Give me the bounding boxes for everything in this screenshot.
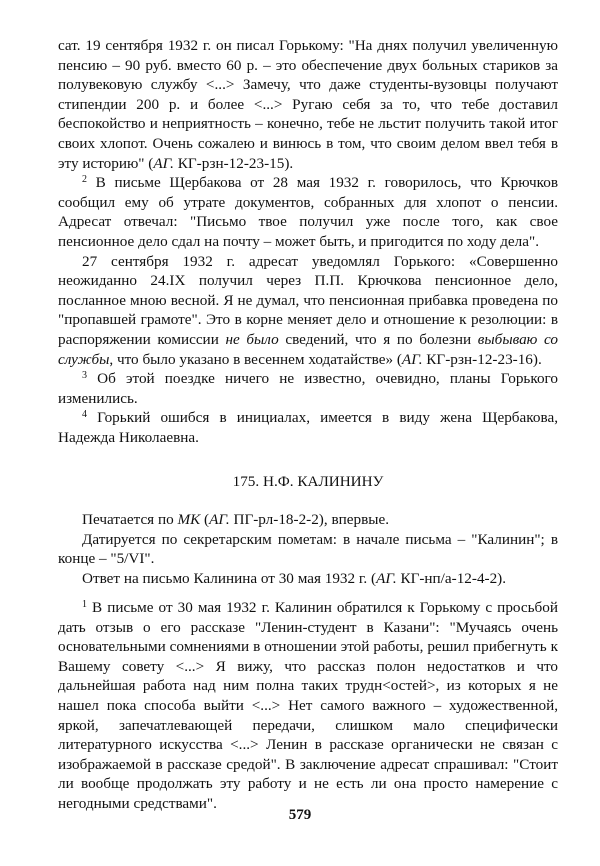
footnote-marker: 2 bbox=[82, 174, 87, 186]
footnote-marker: 1 bbox=[82, 599, 87, 610]
reply-note: Ответ на письмо Калинина от 30 мая 1932 г. (АГ. КГ-нп/а-12-4-2). bbox=[82, 569, 507, 587]
footnote-4: $^4$ Горький ошибся в инициалах, имеется в виду жена Щербакова, Надежда Николаевна. bbox=[58, 409, 558, 446]
notes-continued bbox=[58, 36, 558, 447]
dating-note: Датируется по секретарским пометам: в начале письма – "Калинин"; в конце – "5/VI". bbox=[58, 530, 558, 568]
page-number: 579 bbox=[288, 807, 312, 823]
note-paragraph: 27 сентября 1932 г. адресат уведомлял Горького: «Совершенно неожиданно 24.IX получил через П.П. Крючкова пенсионное дело, посланное мною весной. Я не думал, что пенсионная прибавка проведена по "пропавшей грамоте". Это в корне меняет дело и отношение к резолюции: в распоряжении комиссии не было сведений, что я по болезни выбываю со службы, что было указано в весеннем ходатайстве» (АГ. КГ-рзн-12-23-16). bbox=[58, 252, 558, 368]
note-paragraph: сат. 19 сентября 1932 г. он писал Горькому: "На днях получил увеличенную пенсию – 90 руб. вместо 60 р. – это обеспечение двух больных стариков за полувековую службу <...> Замечу, что даже студенты-вузовцы получают стипендии 200 р. и более <...> Ругаю себя за то, что тебе доставил беспокойство и неприятность – конечно, тебе не льстит получить такой итог своих хлопот. Очень сожалею и винюсь в том, что своим делом ввел тебя в эту историю" (АГ. КГ-рзн-12-23-15). bbox=[58, 37, 558, 172]
footnote-2: $^2$ В письме Щербакова от 28 мая 1932 г. говорилось, что Крючков сообщил ему об утрате документов, собранных для хлопот о пенсии. Адресат отвечал: "Письмо твое получил уже после того, как свое пенсионное дело сдал на почту – может быть, и пригодится по ходу дела". bbox=[58, 174, 558, 250]
source-note: Печатается по МК (АГ. ПГ-рл-18-2-2), впервые. bbox=[82, 511, 390, 528]
footnotes bbox=[58, 598, 558, 814]
footnote-1: $^1$ В письме от 30 мая 1932 г. Калинин обратился к Горькому с просьбой дать отзыв о его рассказе "Ленин-студент в Казани": "Мучаясь очень основательными сомнениями в отношении этой работы, решил прибегнуть к Вашему совету <...> Я вижу, что рассказ полон недостатков и что дальнейшая работа над ним полна таких трудн<остей>, из которых я не нашел пока способа выйти <...> Нет самого важного – художественной, яркой, запечатлевающей передачи, слишком мало специфически литературного искусства <...> Ленин в рассказе органически не связан с изображаемой в рассказе средой". В заключение адресат спрашивал: "Стоит ли вообще продолжать эту работу и не есть ли она просто намерение с негодными средствами". bbox=[58, 599, 558, 812]
section-heading: 175. Н.Ф. КАЛИНИНУ bbox=[232, 473, 384, 490]
footnote-marker: 4 bbox=[82, 409, 87, 421]
footnote-3: $^3$ Об этой поездке ничего не известно, очевидно, планы Горького изменились. bbox=[58, 370, 558, 407]
commentary bbox=[58, 510, 558, 588]
footnote-marker: 3 bbox=[82, 370, 87, 382]
